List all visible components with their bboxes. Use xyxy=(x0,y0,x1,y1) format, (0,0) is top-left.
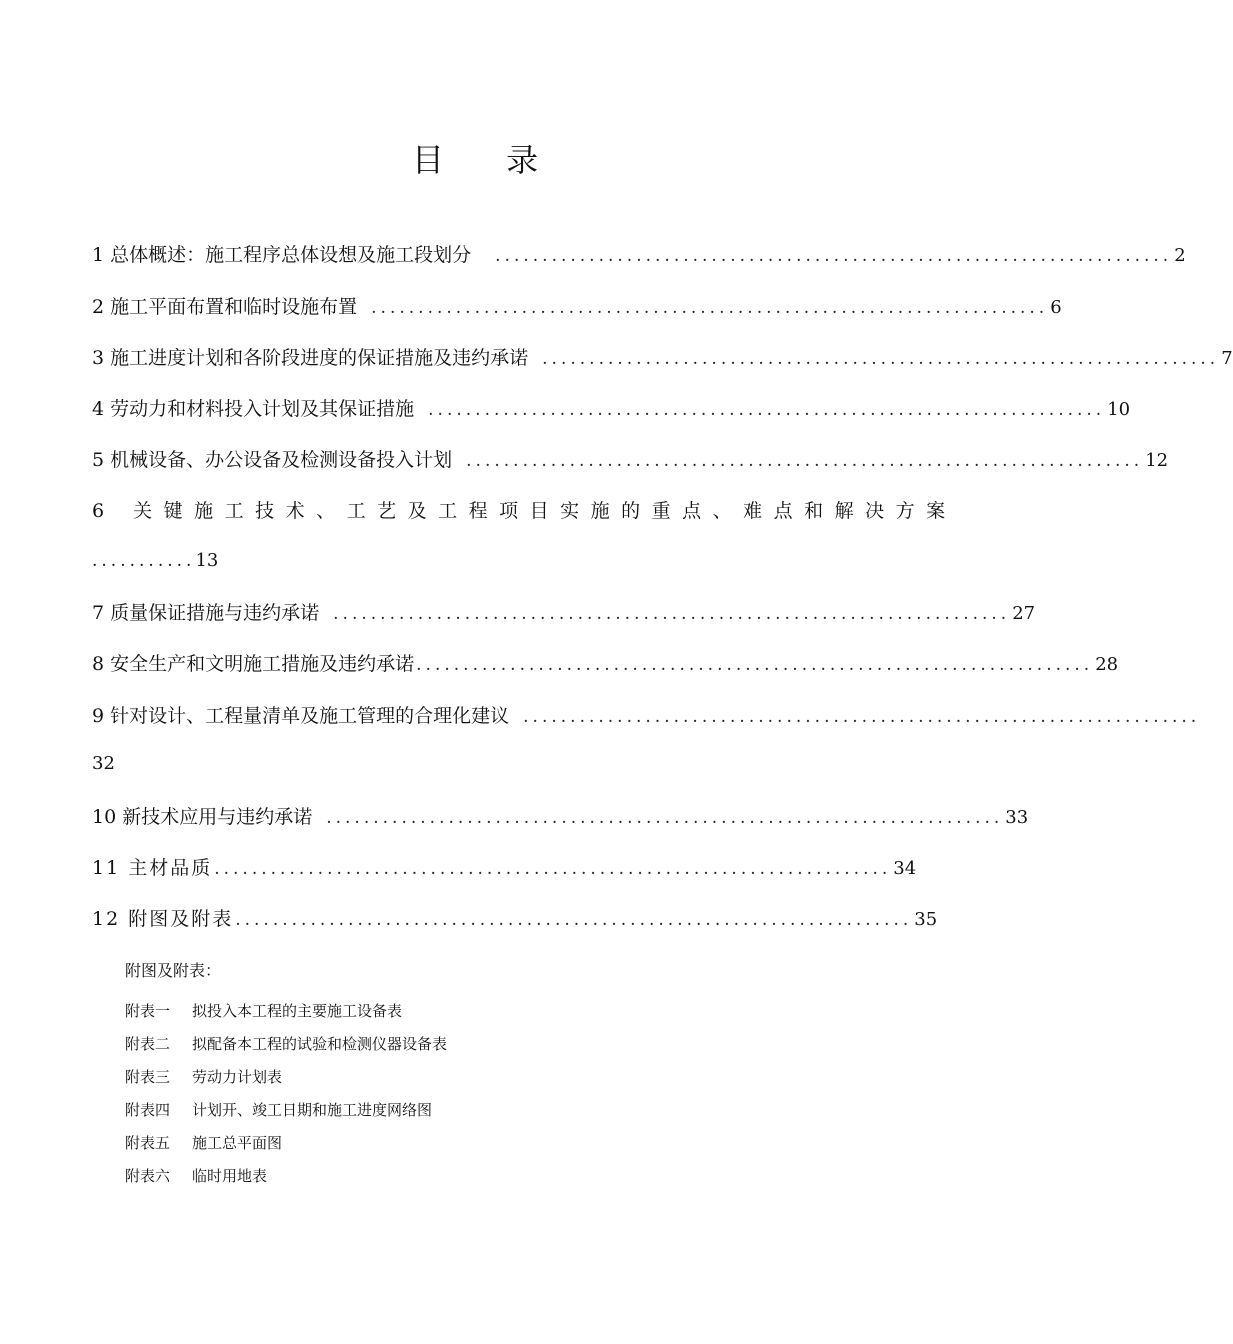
appendix-item xyxy=(125,1165,267,1186)
toc-entry-9[interactable] xyxy=(92,701,1201,731)
toc-page-number: 6 xyxy=(1050,297,1062,318)
toc-entry-title: 3 施工进度计划和各阶段进度的保证措施及违约承诺 xyxy=(92,347,529,369)
toc-page-number: 35 xyxy=(914,909,938,930)
toc-entry-12[interactable] xyxy=(92,904,938,934)
toc-leader: ........... xyxy=(92,551,196,571)
toc-leader: ........................................................................ xyxy=(466,451,1144,471)
appendix-item xyxy=(125,1132,282,1153)
toc-entry-1[interactable] xyxy=(92,240,1186,270)
toc-leader: ........................................................................ xyxy=(333,604,1011,624)
toc-page-number: 2 xyxy=(1174,245,1186,266)
toc-entry-title: 2 施工平面布置和临时设施布置 xyxy=(92,296,358,318)
toc-leader: ........................................................................ xyxy=(416,655,1094,675)
toc-entry-6-continuation[interactable] xyxy=(92,550,218,571)
toc-entry-title: 4 劳动力和材料投入计划及其保证措施 xyxy=(92,398,415,420)
appendix-heading: 附图及附表： xyxy=(125,961,222,980)
toc-page-number: 10 xyxy=(1107,399,1131,420)
toc-entry-title: 10 新技术应用与违约承诺 xyxy=(92,806,313,828)
toc-entry-10[interactable] xyxy=(92,802,1029,832)
toc-entry-8[interactable] xyxy=(92,649,1119,679)
toc-entry-9-continuation[interactable] xyxy=(92,753,115,774)
toc-entry-title: 7 质量保证措施与违约承诺 xyxy=(92,602,320,624)
appendix-item-title: 拟投入本工程的主要施工设备表 xyxy=(192,1002,403,1020)
appendix-item-number: 附表一 xyxy=(125,1002,171,1020)
toc-leader: ........................................................................ xyxy=(542,349,1220,369)
toc-entry-title: 9 针对设计、工程量清单及施工管理的合理化建议 xyxy=(92,705,510,727)
toc-page-number: 32 xyxy=(92,753,115,774)
toc-entry-5[interactable] xyxy=(92,445,1169,475)
toc-entry-7[interactable] xyxy=(92,598,1036,628)
toc-page-number: 13 xyxy=(195,550,219,571)
toc-page-number: 12 xyxy=(1145,450,1169,471)
toc-leader: ........................................................................ xyxy=(523,707,1201,727)
appendix-item xyxy=(125,1033,447,1054)
toc-page-number: 33 xyxy=(1005,807,1029,828)
toc-entry-title: 1 总体概述：施工程序总体设想及施工段划分 xyxy=(92,244,472,266)
toc-leader: ........................................................................ xyxy=(214,859,892,879)
appendix-item-title: 施工总平面图 xyxy=(192,1134,283,1152)
appendix-item-title: 拟配备本工程的试验和检测仪器设备表 xyxy=(192,1035,448,1053)
toc-leader: ........................................................................ xyxy=(326,808,1004,828)
appendix-item-number: 附表四 xyxy=(125,1101,171,1119)
appendix-item-title: 劳动力计划表 xyxy=(192,1068,283,1086)
appendix-item xyxy=(125,1099,432,1120)
toc-page-number: 27 xyxy=(1012,603,1036,624)
toc-entry-2[interactable] xyxy=(92,292,1062,322)
appendix-item xyxy=(125,1066,282,1087)
toc-leader: ........................................................................ xyxy=(235,910,913,930)
toc-page-number: 28 xyxy=(1095,654,1119,675)
appendix-item xyxy=(125,1000,402,1021)
toc-entry-11[interactable] xyxy=(92,853,917,883)
toc-entry-6[interactable] xyxy=(92,496,957,526)
toc-page-number: 7 xyxy=(1221,348,1233,369)
appendix-item-number: 附表二 xyxy=(125,1035,171,1053)
toc-entry-3[interactable] xyxy=(92,343,1233,373)
appendix-item-number: 附表六 xyxy=(125,1167,171,1185)
toc-entry-4[interactable] xyxy=(92,394,1131,424)
toc-entry-title: 5 机械设备、办公设备及检测设备投入计划 xyxy=(92,449,453,471)
appendix-item-title: 计划开、竣工日期和施工进度网络图 xyxy=(192,1101,433,1119)
toc-leader: ........................................................................ xyxy=(428,400,1106,420)
toc-entry-title: 8 安全生产和文明施工措施及违约承诺 xyxy=(92,653,415,675)
toc-leader: ........................................................................ xyxy=(371,298,1049,318)
appendix-item-number: 附表五 xyxy=(125,1134,171,1152)
toc-page-number: 34 xyxy=(893,858,917,879)
page-title: 目 录 xyxy=(411,141,565,179)
appendix-item-title: 临时用地表 xyxy=(192,1167,268,1185)
toc-entry-title: 11 主材品质 xyxy=(92,857,213,879)
toc-entry-title: 6 关键施工技术、工艺及工程项目实施的重点、难点和解决方案 xyxy=(92,500,957,522)
appendix-item-number: 附表三 xyxy=(125,1068,171,1086)
toc-leader: ........................................................................ xyxy=(495,246,1173,266)
toc-entry-title: 12 附图及附表 xyxy=(92,908,234,930)
